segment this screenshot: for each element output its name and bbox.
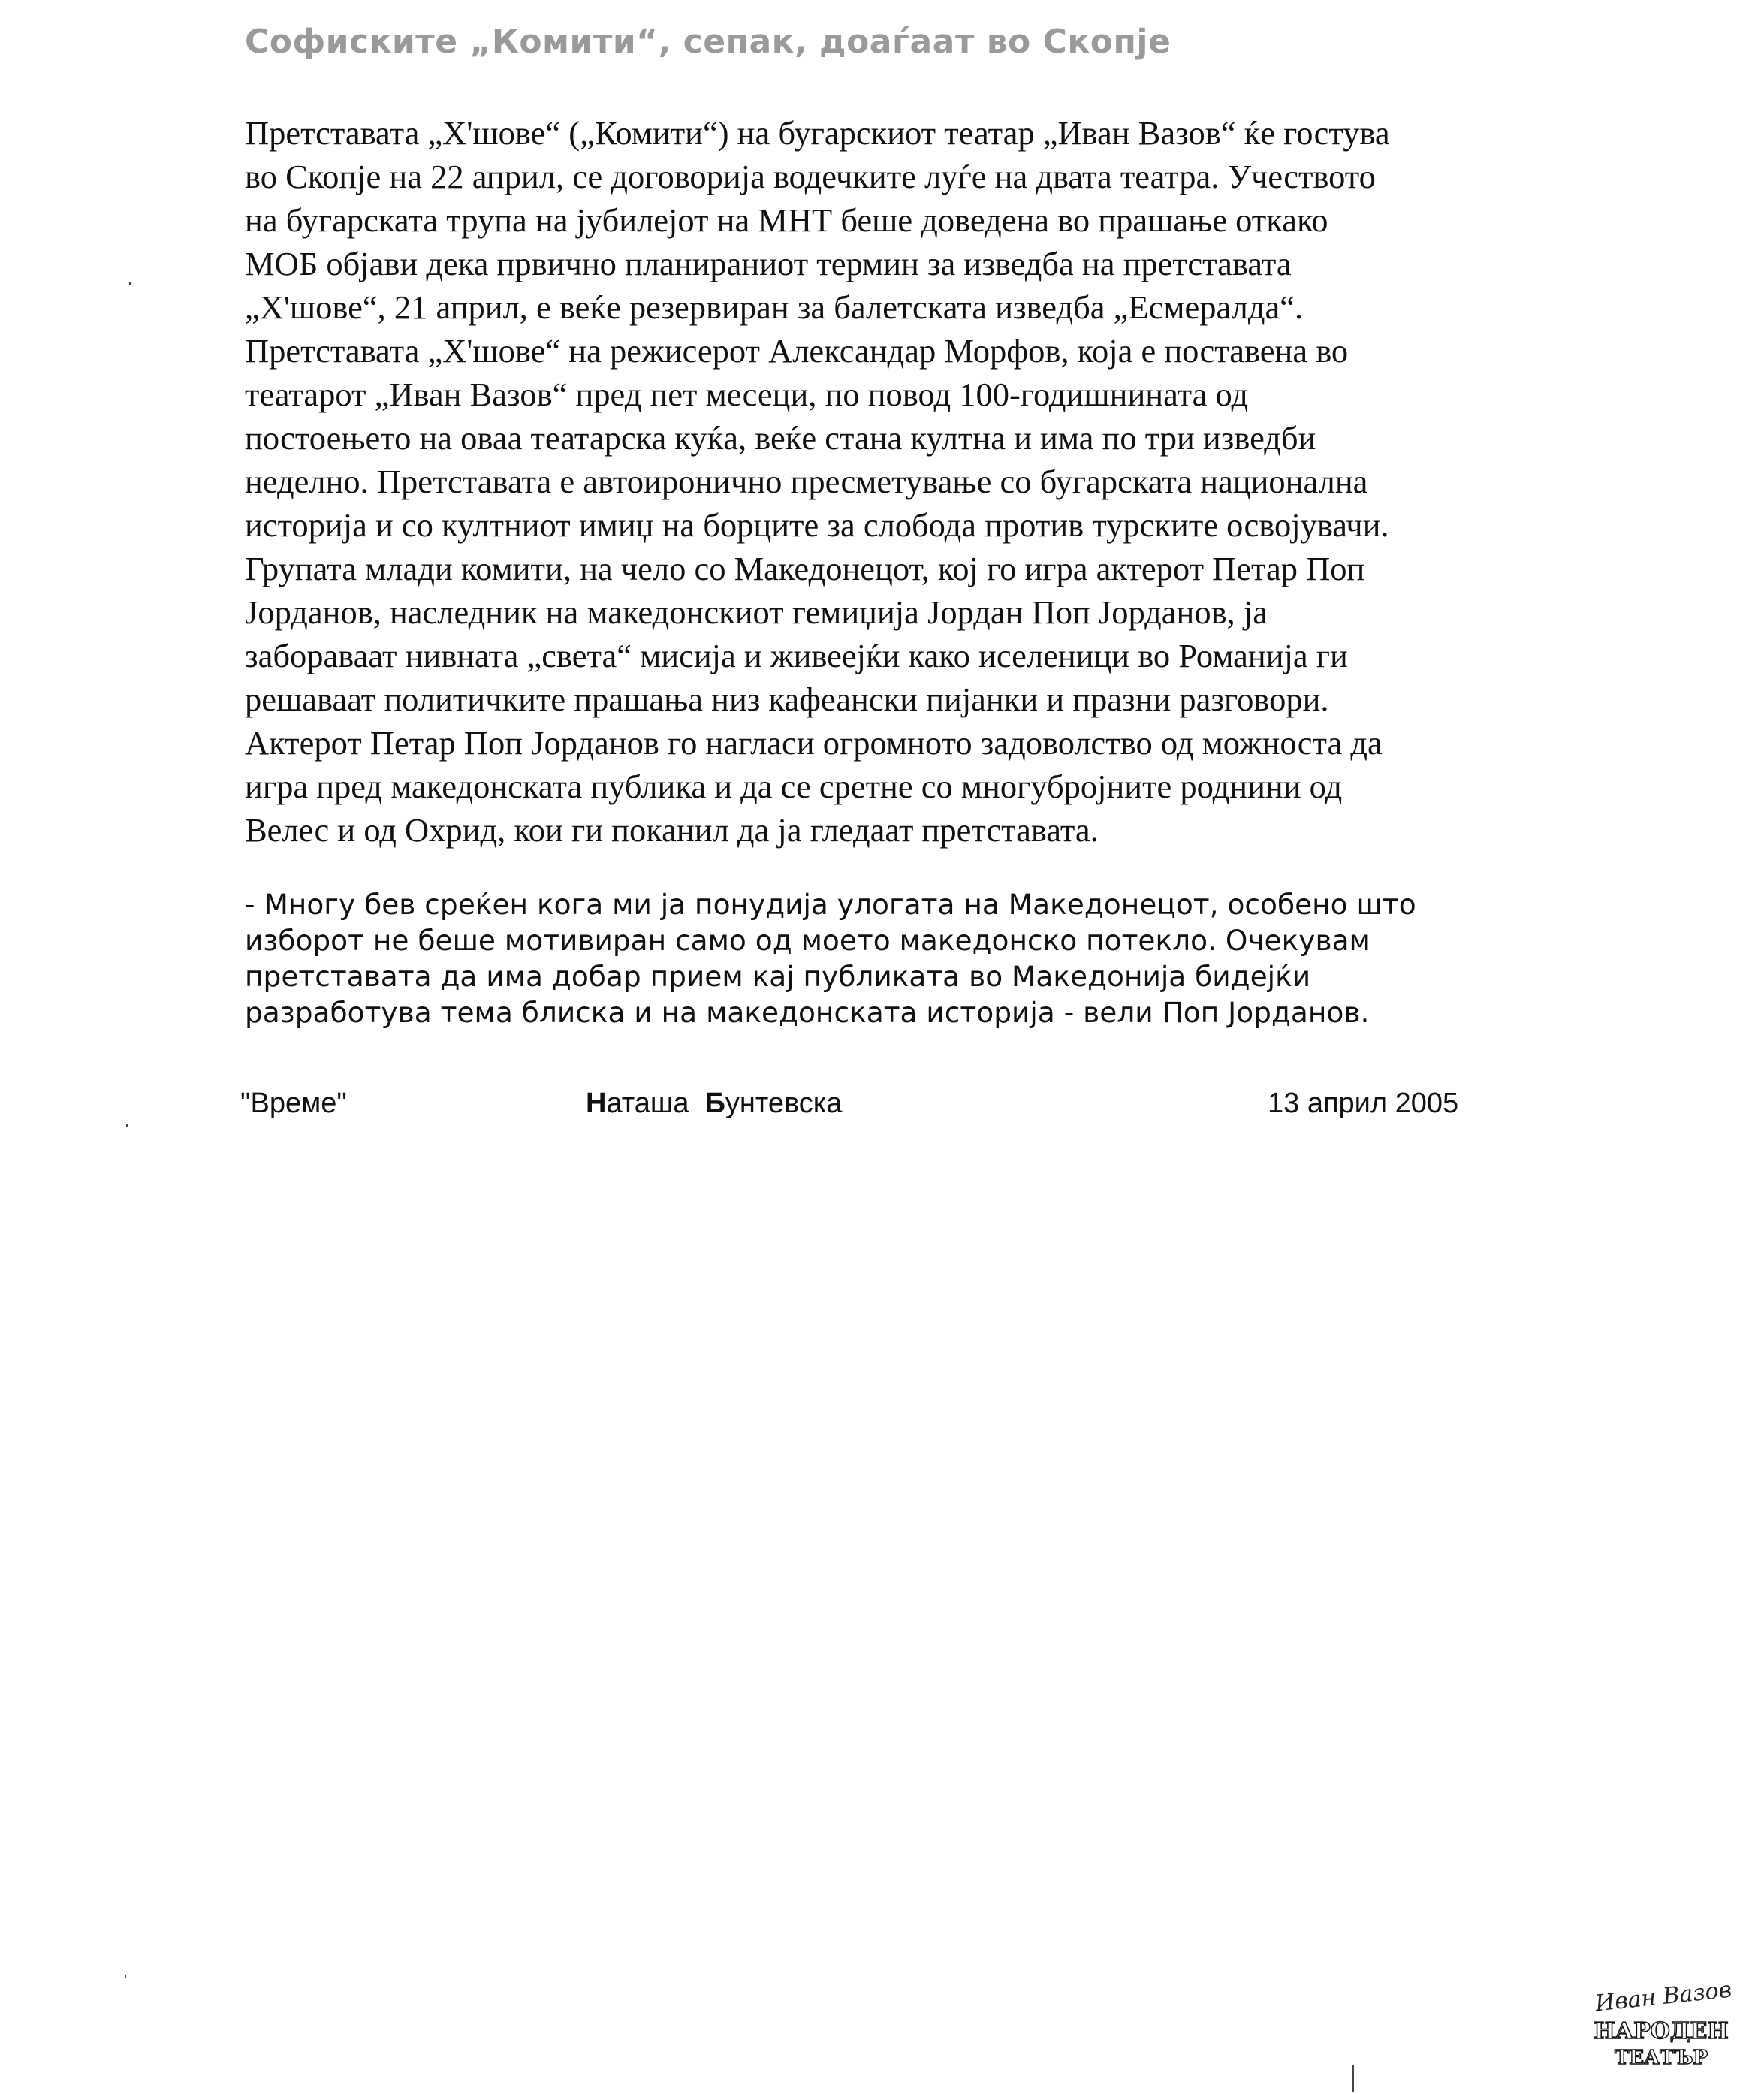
article-line: игра пред македонската публика и да се сретне со многубројните роднини од <box>245 768 1343 805</box>
article-line: во Скопје на 22 април, се договорија водечките луѓе на двата театра. Учеството <box>245 158 1376 195</box>
author-last-rest: унтевска <box>725 1088 843 1119</box>
scan-line <box>1352 2065 1354 2092</box>
national-theatre-logo <box>1583 1969 1733 2074</box>
article-line: Јорданов, наследник на македонскиот гемиџија Јордан Поп Јорданов, ја <box>245 593 1268 631</box>
article-line: Велес и од Охрид, кои ги поканил да ја гледаат претставата. <box>245 811 1099 849</box>
scan-speck <box>125 1975 126 1978</box>
quote-line: изборот не беше мотивиран само од моето македонско потекло. Очекувам <box>245 924 1370 957</box>
article-line: Актерот Петар Поп Јорданов го нагласи огромното задоволство од можноста да <box>245 724 1383 762</box>
article-line: постоењето на оваа театарска куќа, веќе стана култна и има по три изведби <box>245 419 1316 457</box>
article-line: МОБ објави дека првично планираниот термин за изведба на претставата <box>245 245 1292 282</box>
article-line: неделно. Претставата е автоиронично пресметување со бугарската национална <box>245 463 1368 500</box>
logo-signature: Иван Вазов <box>1594 1976 1733 2017</box>
article-title: Софиските „Комити“, сепак, доаѓаат во Скопје <box>245 23 1171 61</box>
logo-line1: НАРОДЕН <box>1594 2018 1729 2044</box>
article-line: решаваат политичките прашања низ кафеански пијанки и празни разговори. <box>245 680 1329 718</box>
author-first-initial: Н <box>586 1088 607 1119</box>
article-quote <box>245 886 1566 1030</box>
author-last-initial: Б <box>704 1088 725 1119</box>
publication-source: "Време" <box>240 1088 347 1119</box>
article-body <box>245 111 1566 852</box>
article-line: историја и со култниот имиџ на борците за слобода против турските освојувачи. <box>245 506 1389 544</box>
publication-date: 13 април 2005 <box>1268 1088 1459 1119</box>
author-name <box>586 1088 842 1120</box>
quote-line: разработува тема блиска и на македонската историја - вели Поп Јорданов. <box>245 996 1370 1029</box>
article-line: театарот „Иван Вазов“ пред пет месеци, по повод 100-годишнината од <box>245 376 1249 413</box>
scan-speck <box>129 282 131 285</box>
quote-line: претставата да има добар прием кај публиката во Македонија бидејќи <box>245 960 1311 993</box>
article-line: Групата млади комити, на чело со Македонецот, кој го игра актерот Петар Поп <box>245 550 1365 587</box>
quote-line: - Многу бев среќен кога ми ја понудија улогата на Македонецот, особено што <box>245 888 1416 921</box>
scan-speck <box>126 1124 128 1127</box>
article-line: Претставата „Х'шове“ („Комити“) на бугарскиот театар „Иван Вазов“ ќе гостува <box>245 114 1390 152</box>
author-first-rest: аташа <box>606 1088 689 1119</box>
article-line: забораваат нивната „света“ мисија и живеејќи како иселеници во Романија ги <box>245 637 1348 674</box>
article-line: „Х'шове“, 21 април, е веќе резервиран за балетската изведба „Есмералда“. <box>245 288 1304 326</box>
article-line: Претставата „Х'шове“ на режисерот Александар Морфов, која е поставена во <box>245 332 1349 370</box>
logo-line2: ТЕАТЪР <box>1614 2047 1708 2069</box>
article-line: на бугарската трупа на јубилејот на МНТ беше доведена во прашање откако <box>245 201 1328 239</box>
